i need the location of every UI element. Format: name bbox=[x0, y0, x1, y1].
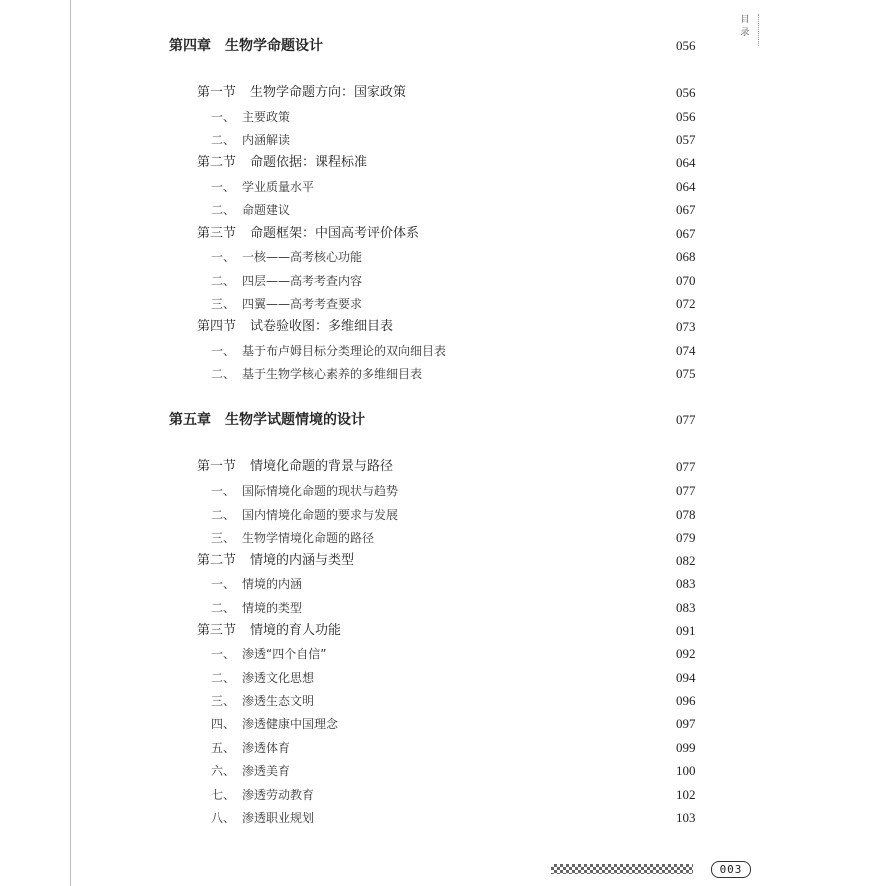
toc-label: 一、 bbox=[211, 647, 236, 661]
toc-item[interactable] bbox=[211, 293, 362, 315]
toc-title: 渗透职业规划 bbox=[242, 811, 315, 825]
toc-label: 二、 bbox=[211, 133, 236, 147]
toc-section[interactable] bbox=[197, 316, 393, 338]
toc-item[interactable] bbox=[211, 713, 338, 735]
side-tab bbox=[738, 14, 759, 46]
page-number: 003 bbox=[711, 861, 751, 878]
toc-label: 一、 bbox=[211, 110, 236, 124]
toc-page-number: 097 bbox=[676, 716, 696, 731]
toc-page-number: 094 bbox=[676, 670, 696, 685]
toc-page-number: 082 bbox=[676, 553, 696, 568]
toc-page-number: 079 bbox=[676, 530, 696, 545]
side-tab-char: 目 bbox=[740, 15, 750, 25]
toc-section[interactable] bbox=[197, 152, 367, 174]
toc-label: 一、 bbox=[211, 250, 236, 264]
toc-item[interactable] bbox=[211, 106, 290, 128]
toc-title: 基于布卢姆目标分类理论的双向细目表 bbox=[242, 344, 447, 358]
toc-title: 命题框架：中国高考评价体系 bbox=[250, 226, 420, 241]
toc-item[interactable] bbox=[211, 760, 290, 782]
toc-label: 四、 bbox=[211, 717, 236, 731]
toc-item[interactable] bbox=[211, 573, 302, 595]
toc-title: 四翼——高考考查要求 bbox=[242, 297, 363, 311]
toc-item[interactable] bbox=[211, 176, 314, 198]
toc-page-number: 103 bbox=[676, 810, 696, 825]
toc-page-number: 092 bbox=[676, 646, 696, 661]
toc-item[interactable] bbox=[211, 643, 326, 665]
toc-label: 一、 bbox=[211, 344, 236, 358]
toc-title: 国内情境化命题的要求与发展 bbox=[242, 508, 399, 522]
toc-label: 二、 bbox=[211, 203, 236, 217]
toc-item[interactable] bbox=[211, 597, 302, 619]
toc-page-number: 075 bbox=[676, 366, 696, 381]
toc-label: 一、 bbox=[211, 484, 236, 498]
toc-section[interactable] bbox=[197, 456, 393, 478]
toc-section[interactable] bbox=[197, 223, 419, 245]
toc-title: 命题依据：课程标准 bbox=[250, 155, 368, 170]
toc-title: 生物学命题方向：国家政策 bbox=[250, 85, 407, 100]
toc-item[interactable] bbox=[211, 737, 290, 759]
toc-label: 八、 bbox=[211, 811, 236, 825]
toc-page-number: 077 bbox=[676, 459, 696, 474]
toc-label: 二、 bbox=[211, 274, 236, 288]
toc-title: 渗透文化思想 bbox=[242, 671, 315, 685]
toc-label: 一、 bbox=[211, 180, 236, 194]
toc-item[interactable] bbox=[211, 363, 422, 385]
toc-page-number: 056 bbox=[676, 38, 696, 53]
toc-title: 情境的育人功能 bbox=[250, 623, 342, 638]
toc-label: 三、 bbox=[211, 531, 236, 545]
toc-title: 主要政策 bbox=[242, 110, 291, 124]
toc-label: 第一节 bbox=[197, 459, 237, 474]
toc-page-number: 096 bbox=[676, 693, 696, 708]
toc-page-number: 056 bbox=[676, 109, 696, 124]
toc-page-number: 064 bbox=[676, 179, 696, 194]
toc-label: 一、 bbox=[211, 577, 236, 591]
toc-title: 试卷验收图：多维细目表 bbox=[250, 319, 394, 334]
toc-title: 生物学情境化命题的路径 bbox=[242, 531, 375, 545]
toc-title: 情境化命题的背景与路径 bbox=[250, 459, 394, 474]
toc-page-number: 077 bbox=[676, 483, 696, 498]
toc-label: 二、 bbox=[211, 601, 236, 615]
toc-item[interactable] bbox=[211, 246, 362, 268]
toc-title: 生物学命题设计 bbox=[225, 38, 323, 54]
toc-page-number: 072 bbox=[676, 296, 696, 311]
toc-page-number: 064 bbox=[676, 155, 696, 170]
toc-title: 渗透生态文明 bbox=[242, 694, 315, 708]
toc-item[interactable] bbox=[211, 504, 398, 526]
toc-title: 国际情境化命题的现状与趋势 bbox=[242, 484, 399, 498]
toc-page-number: 078 bbox=[676, 507, 696, 522]
toc-label: 第二节 bbox=[197, 155, 237, 170]
toc-page-number: 073 bbox=[676, 319, 696, 334]
toc-section[interactable] bbox=[197, 82, 406, 104]
toc-label: 二、 bbox=[211, 367, 236, 381]
toc-title: 学业质量水平 bbox=[242, 180, 315, 194]
toc-label: 第五章 bbox=[169, 412, 211, 428]
toc-item[interactable] bbox=[211, 667, 314, 689]
toc-title: 内涵解读 bbox=[242, 133, 291, 147]
toc-section[interactable] bbox=[197, 620, 341, 642]
toc-label: 三、 bbox=[211, 694, 236, 708]
toc-label: 六、 bbox=[211, 764, 236, 778]
toc-page-number: 083 bbox=[676, 600, 696, 615]
toc-title: 命题建议 bbox=[242, 203, 291, 217]
toc-title: 渗透体育 bbox=[242, 741, 291, 755]
toc-page-number: 068 bbox=[676, 249, 696, 264]
toc-item[interactable] bbox=[211, 129, 290, 151]
toc-page-number: 056 bbox=[676, 85, 696, 100]
toc-item[interactable] bbox=[211, 690, 314, 712]
toc-page-number: 099 bbox=[676, 740, 696, 755]
toc-label: 五、 bbox=[211, 741, 236, 755]
toc-section[interactable] bbox=[197, 550, 354, 572]
toc-page-number: 070 bbox=[676, 273, 696, 288]
toc-title: 一核——高考核心功能 bbox=[242, 250, 363, 264]
toc-item[interactable] bbox=[211, 199, 290, 221]
toc-label: 二、 bbox=[211, 671, 236, 685]
toc-title: 渗透健康中国理念 bbox=[242, 717, 339, 731]
toc-title: 四层——高考考查内容 bbox=[242, 274, 363, 288]
toc-item[interactable] bbox=[211, 807, 314, 829]
toc-page-number: 067 bbox=[676, 226, 696, 241]
toc-title: 渗透美育 bbox=[242, 764, 291, 778]
toc-item[interactable] bbox=[211, 270, 362, 292]
toc-item[interactable] bbox=[211, 480, 398, 502]
toc-page-number: 091 bbox=[676, 623, 696, 638]
toc-item[interactable] bbox=[211, 784, 314, 806]
toc-label: 三、 bbox=[211, 297, 236, 311]
toc-page-number: 100 bbox=[676, 763, 696, 778]
toc-label: 七、 bbox=[211, 788, 236, 802]
toc-chapter[interactable] bbox=[169, 35, 323, 57]
toc-title: 情境的类型 bbox=[242, 601, 303, 615]
toc-chapter[interactable] bbox=[169, 409, 365, 431]
toc-page-number: 083 bbox=[676, 576, 696, 591]
toc-item[interactable] bbox=[211, 527, 374, 549]
toc-label: 第二节 bbox=[197, 553, 237, 568]
toc-label: 第四章 bbox=[169, 38, 211, 54]
toc-page-number: 102 bbox=[676, 787, 696, 802]
toc-page-number: 074 bbox=[676, 343, 696, 358]
toc-page-number: 077 bbox=[676, 412, 696, 427]
toc-label: 第一节 bbox=[197, 85, 237, 100]
toc-page-number: 057 bbox=[676, 132, 696, 147]
toc-title: 渗透“四个自信” bbox=[242, 647, 327, 661]
toc-label: 第三节 bbox=[197, 623, 237, 638]
toc-label: 二、 bbox=[211, 508, 236, 522]
toc-item[interactable] bbox=[211, 340, 446, 362]
toc-title: 生物学试题情境的设计 bbox=[225, 412, 365, 428]
toc-label: 第四节 bbox=[197, 319, 237, 334]
toc-title: 渗透劳动教育 bbox=[242, 788, 315, 802]
toc-label: 第三节 bbox=[197, 226, 237, 241]
toc-title: 基于生物学核心素养的多维细目表 bbox=[242, 367, 423, 381]
toc-title: 情境的内涵与类型 bbox=[250, 553, 355, 568]
toc-title: 情境的内涵 bbox=[242, 577, 303, 591]
toc-page-number: 067 bbox=[676, 202, 696, 217]
footer-checker-pattern bbox=[551, 864, 693, 874]
margin-rule bbox=[70, 0, 71, 886]
side-tab-char: 录 bbox=[740, 28, 750, 38]
